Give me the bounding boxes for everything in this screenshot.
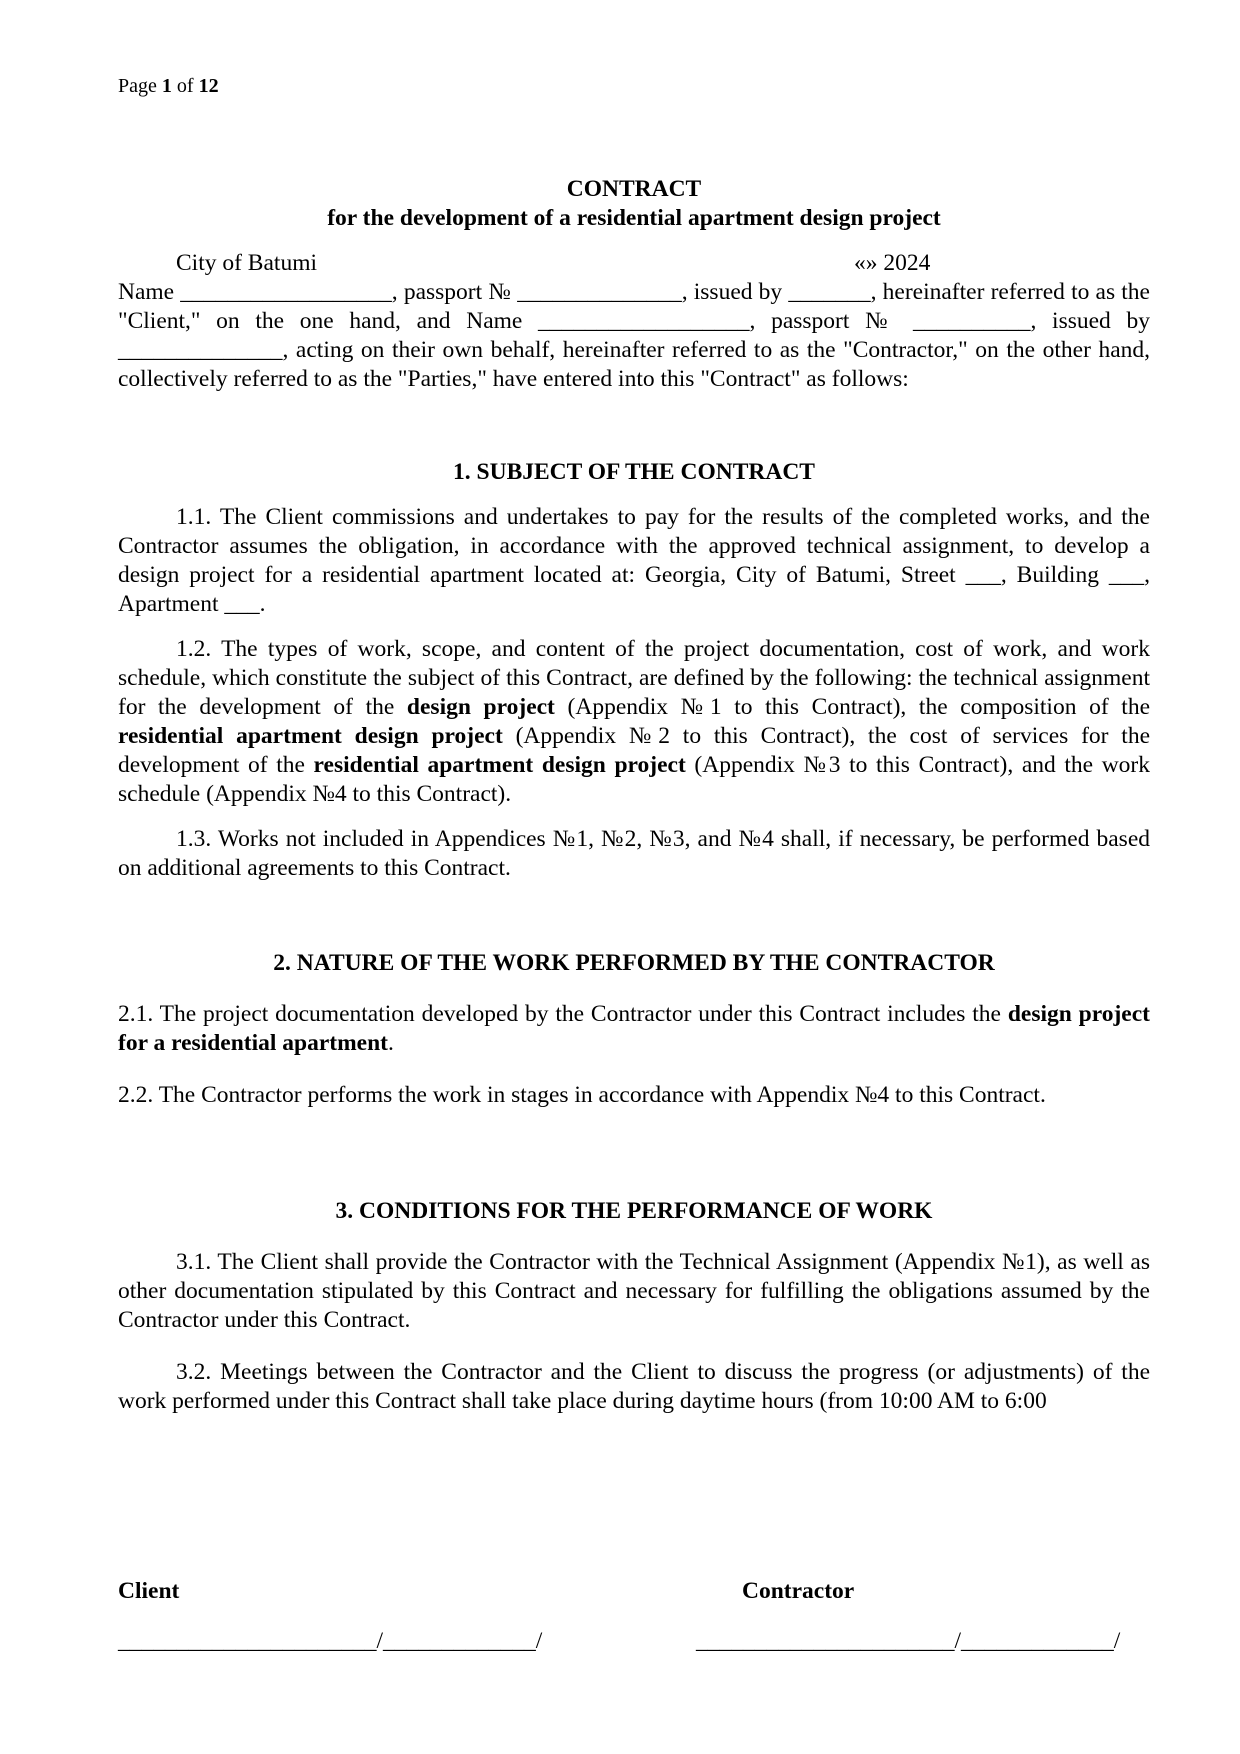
preamble: Name __________________, passport № ______________, issued by _______, hereinafter referred to as the "Client," on the one hand, and Name __________________, passport № __________, issued by ______________, acting on their own behalf, hereinafter referred to as the "Contractor," on the other hand, collectively referred to as the "Parties," have entered into this "Contract" as follows: (118, 279, 1150, 392)
client-label: Client (118, 1578, 180, 1604)
clause-1-2-bold-design-project: design project (406, 694, 555, 720)
clause-3-1: 3.1. The Client shall provide the Contractor with the Technical Assignment (Appendix №1), as well as other documentation stipulated by this Contract and necessary for fulfilling the obligations assumed by the Contractor under this Contract. (118, 1249, 1150, 1333)
clause-3-2: 3.2. Meetings between the Contractor and the Client to discuss the progress (or adjustments) of the work performed under this Contract shall take place during daytime hours (from 10:00 AM to 6:00 (118, 1359, 1150, 1414)
page-prefix: Page (118, 75, 162, 97)
section-2-heading: 2. NATURE OF THE WORK PERFORMED BY THE CONTRACTOR (273, 950, 995, 976)
clause-1-2-part-c: (Appendix №1 to this Contract), the composition of the (554, 694, 1151, 720)
contract-subtitle: for the development of a residential apartment design project (327, 205, 941, 231)
clause-1-2-part-g: (Appendix №3 to this Contract), and the work schedule (Appendix №4 to this Contract). (118, 752, 1151, 807)
clause-1-2-part-a: 1.2. The types of work, scope, and content of the project documentation, cost of work, and work schedule, which constitute the subject of this Contract, are defined by the following: the technical assignment for the development of the (118, 636, 1150, 720)
contractor-signature-line: ______________________/_____________/ (696, 1628, 1121, 1654)
clause-1-2-part-e: (Appendix №2 to this Contract), the cost of services for the development of the (118, 723, 1150, 778)
place-date-line (118, 249, 1150, 278)
clause-1-2-bold-apartment-project: residential apartment design project (118, 723, 503, 749)
contractor-label: Contractor (742, 1578, 855, 1604)
clause-2-1 (118, 1000, 1150, 1058)
signature-block (118, 1577, 1150, 1657)
page-total: 12 (198, 75, 219, 97)
section-3-heading: 3. CONDITIONS FOR THE PERFORMANCE OF WORK (335, 1198, 933, 1224)
clause-2-1-part-c: . (388, 1030, 394, 1056)
clause-1-2 (118, 635, 1150, 809)
page-current: 1 (161, 75, 172, 97)
clause-2-1-part-a: 2.1. The project documentation developed by the Contractor under this Contract includes the (118, 1001, 1008, 1027)
section-1-heading: 1. SUBJECT OF THE CONTRACT (453, 459, 815, 485)
client-signature-line: ______________________/_____________/ (118, 1628, 543, 1654)
city: City of Batumi (176, 250, 317, 276)
page-middle: of (171, 75, 199, 97)
clause-2-2: 2.2. The Contractor performs the work in stages in accordance with Appendix №4 to this Contract. (118, 1082, 1046, 1108)
document-body (118, 175, 1150, 1416)
clause-2-1-bold: design project for a residential apartment (118, 1001, 1150, 1056)
clause-1-1: 1.1. The Client commissions and undertakes to pay for the results of the completed works, and the Contractor assumes the obligation, in accordance with the approved technical assignment, to develop a design project for a residential apartment located at: Georgia, City of Batumi, Street ___, Building ___, Apartment ___. (118, 504, 1150, 617)
page-indicator (118, 74, 219, 98)
contract-date: «» 2024 (854, 250, 931, 276)
contract-title: CONTRACT (566, 176, 702, 202)
clause-1-3: 1.3. Works not included in Appendices №1, №2, №3, and №4 shall, if necessary, be performed based on additional agreements to this Contract. (118, 826, 1150, 881)
clause-1-2-bold-apartment-project-2: residential apartment design project (313, 752, 686, 778)
